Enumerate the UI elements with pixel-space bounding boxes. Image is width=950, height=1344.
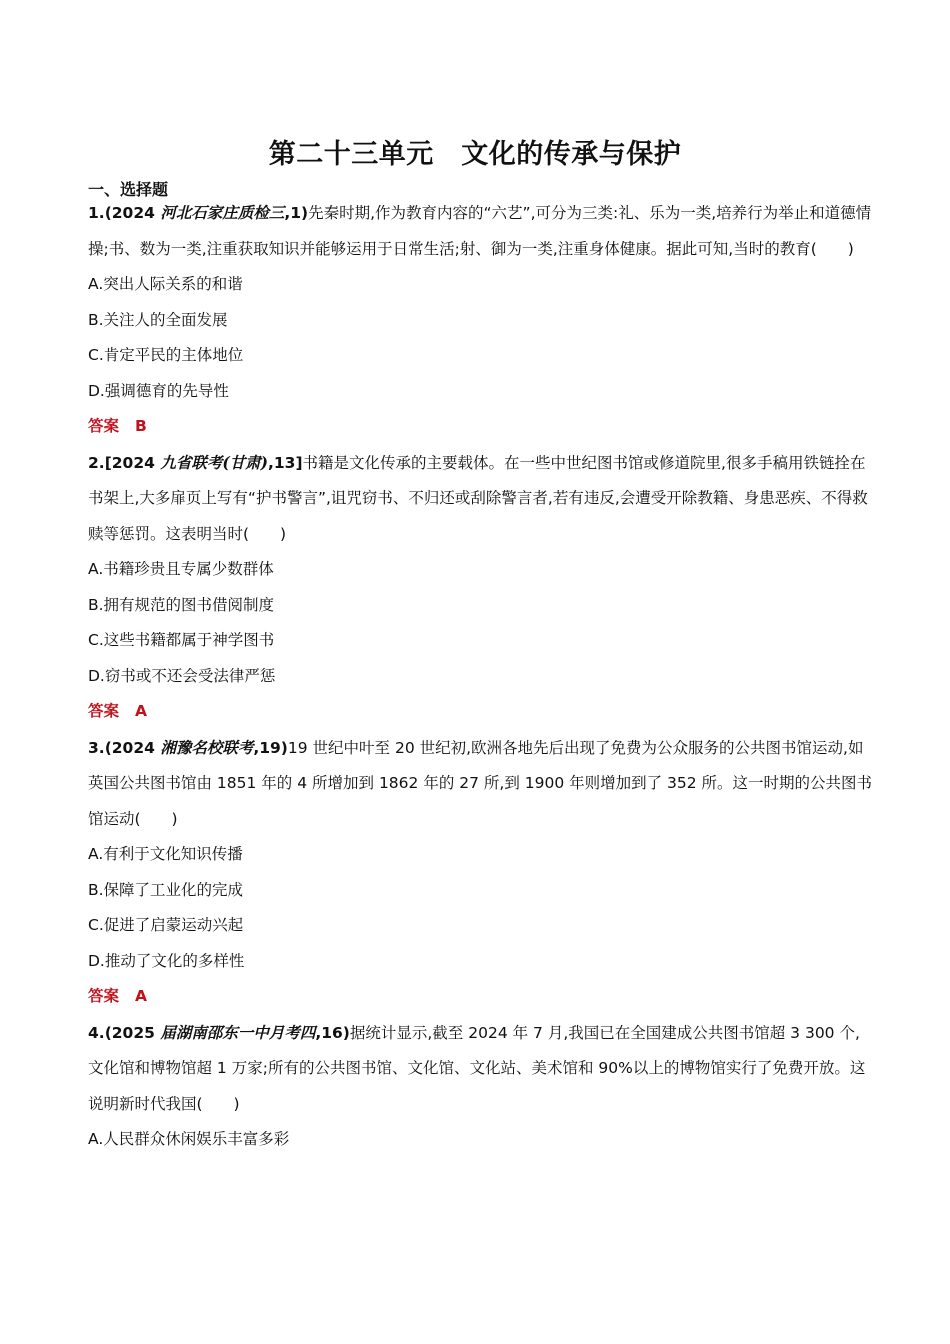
option-a: A.有利于文化知识传播: [88, 845, 243, 863]
source-open: (2024: [104, 738, 161, 757]
question-stem: 据统计显示,截至 2024 年 7 月,我国已在全国建成公共图书馆超 3 300 个,文化馆和博物馆超 1 万家;所有的公共图书馆、文化馆、文化站、美术馆和 90%以上的博物馆实行了免费开放。这说明新时代我国( ): [88, 1023, 866, 1113]
source-open: (2025: [104, 1023, 161, 1042]
option-d: D.窃书或不还会受法律严惩: [88, 666, 276, 685]
option-a: A.书籍珍贵且专属少数群体: [88, 560, 274, 578]
section-heading: 一、选择题: [88, 180, 169, 199]
source-open: (2024: [104, 204, 161, 222]
answer-label: 答案: [88, 702, 120, 720]
question-list: [88, 195, 873, 1158]
question-stem: 19 世纪中叶至 20 世纪初,欧洲各地先后出现了免费为公众服务的公共图书馆运动,如英国公共图书馆由 1851 年的 4 所增加到 1862 年的 27 所,到 1900 年则增加到了 352 所。这一时期的公共图书馆运动( ): [88, 738, 873, 828]
question-number: 2.: [88, 453, 105, 472]
source-close: ,16): [315, 1023, 350, 1042]
source-close: ,19): [253, 738, 288, 757]
option-a: A.人民群众休闲娱乐丰富多彩: [88, 1130, 290, 1148]
option-a: A.突出人际关系的和谐: [88, 275, 243, 293]
option-c: C.促进了启蒙运动兴起: [88, 916, 244, 934]
option-c: C.肯定平民的主体地位: [88, 346, 244, 364]
option-d: D.强调德育的先导性: [88, 381, 229, 400]
source-name: 湘豫名校联考: [160, 737, 254, 757]
option-b: B.保障了工业化的完成: [88, 880, 244, 899]
source-name: 河北石家庄质检三: [160, 203, 285, 222]
source-close: ,13]: [267, 453, 303, 472]
question-number: 3.: [88, 738, 105, 757]
answer-line: [88, 694, 873, 730]
question-number: 4.: [88, 1023, 105, 1042]
question-4: [88, 1015, 873, 1123]
option-c: C.这些书籍都属于神学图书: [88, 631, 275, 649]
answer-line: [88, 409, 873, 445]
option-b: B.关注人的全面发展: [88, 310, 228, 329]
question-stem: 书籍是文化传承的主要载体。在一些中世纪图书馆或修道院里,很多手稿用铁链拴在书架上,大多扉页上写有“护书警言”,诅咒窃书、不归还或刮除警言者,若有违反,会遭受开除教籍、身患恶疾、不得救赎等惩罚。这表明当时( ): [88, 453, 868, 543]
answer-label: 答案: [88, 987, 120, 1005]
option-b: B.拥有规范的图书借阅制度: [88, 595, 275, 614]
question-1: [88, 195, 873, 267]
source-open: [2024: [104, 453, 161, 472]
question-3: [88, 730, 873, 838]
answer-value: B: [135, 417, 147, 435]
answer-value: A: [135, 702, 148, 720]
answer-value: A: [135, 987, 148, 1005]
question-2: [88, 445, 873, 553]
answer-line: [88, 979, 873, 1015]
source-name: 届湖南邵东一中月考四: [160, 1022, 316, 1042]
question-number: 1.: [88, 204, 105, 222]
option-d: D.推动了文化的多样性: [88, 951, 245, 970]
source-close: ,1): [284, 204, 309, 222]
unit-title: 第二十三单元 文化的传承与保护: [268, 139, 682, 170]
answer-label: 答案: [88, 417, 120, 435]
source-name: 九省联考(甘肃): [160, 452, 268, 472]
question-stem: 先秦时期,作为教育内容的“六艺”,可分为三类:礼、乐为一类,培养行为举止和道德情操;书、数为一类,注重获取知识并能够运用于日常生活;射、御为一类,注重身体健康。据此可知,当时的教育( ): [88, 204, 872, 258]
